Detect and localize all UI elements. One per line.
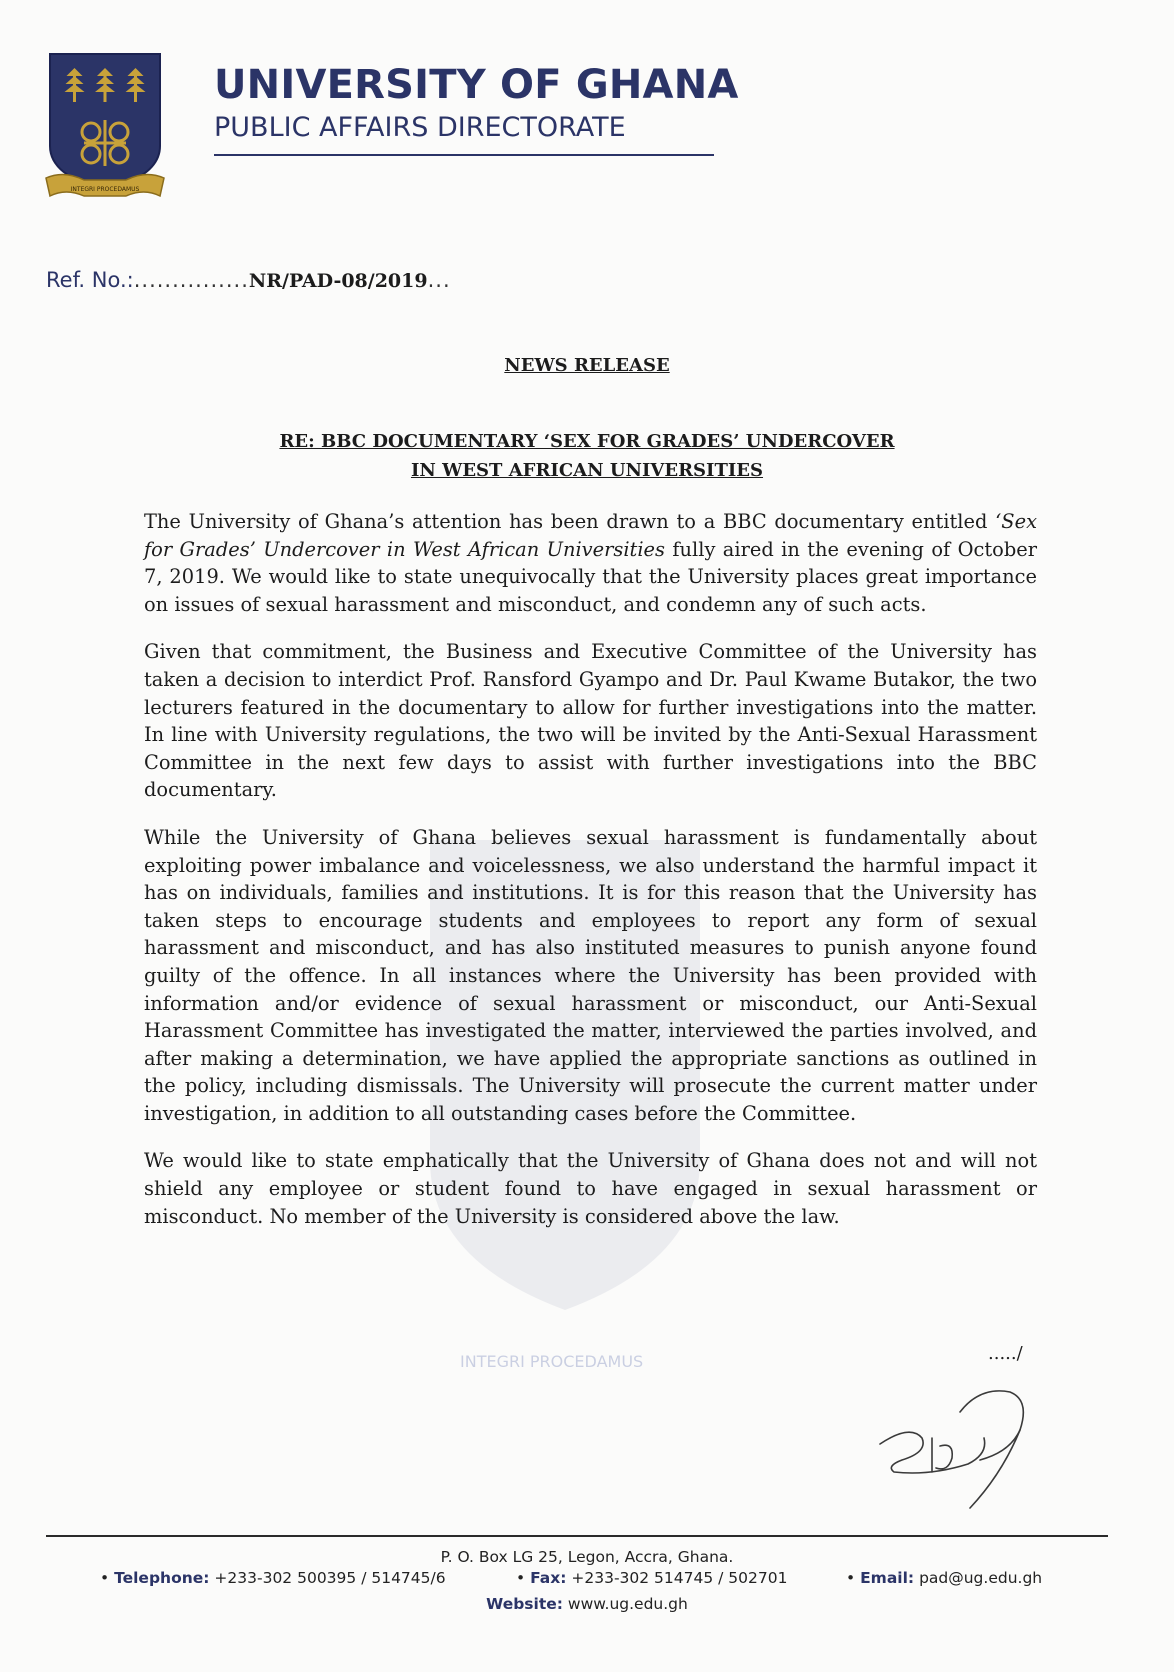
release-body [144, 508, 1037, 1250]
bullet-icon: • [516, 1569, 526, 1587]
email-label: Email: [860, 1569, 915, 1587]
crest-motto: INTEGRI PROCEDAMUS [70, 186, 140, 193]
contact-row [0, 1569, 1174, 1593]
header-divider [214, 154, 714, 156]
email-contact [846, 1569, 1042, 1587]
postal-address: P. O. Box LG 25, Legon, Accra, Ghana. [440, 1548, 734, 1566]
footer-divider [46, 1535, 1108, 1537]
institution-name: UNIVERSITY OF GHANA [214, 62, 739, 108]
website-link[interactable]: www.ug.edu.gh [567, 1595, 688, 1613]
telephone-value: +233-302 500395 / 514745/6 [214, 1569, 446, 1587]
paragraph-3: While the University of Ghana believes sexual harassment is fundamentally about exploiting power imbalance and voicelessness, we also understand the harmful impact it has on individuals, families and institutions. It is for this reason that the University has taken steps to encourage students and employees to report any form of sexual harassment and misconduct, and has also instituted measures to punish anyone found guilty of the offence. In all instances where the University has been provided with information and/or evidence of sexual harassment or misconduct, our Anti-Sexual Harassment Committee has investigated the matter, interviewed the parties involved, and after making a determination, we have applied the appropriate sanctions as outlined in the policy, including dismissals. The University will prosecute the current matter under investigation, in addition to all outstanding cases before the Committee. [144, 825, 1037, 1125]
ref-leader: ............... [133, 268, 249, 292]
continuation-mark: ...../ [988, 1343, 1023, 1364]
telephone-label: Telephone: [114, 1569, 210, 1587]
paragraph-1: The University of Ghana’s attention has been drawn to a BBC documentary entitled ‘Sex for Grades’ Undercover in West African Universities fully aired in the evening of October 7, 2019. We would like to state unequivocally that the University places great importance on issues of sexual harassment and misconduct, and condemn any of such acts. [144, 510, 1037, 616]
fax-label: Fax: [530, 1569, 567, 1587]
release-subject-heading [0, 427, 1174, 485]
reference-number [46, 268, 451, 292]
documentary-title: ‘Sex for Grades’ Undercover in West African Universities [144, 510, 1037, 561]
bullet-icon: • [100, 1569, 110, 1587]
letterhead-footer [0, 1548, 1174, 1613]
paragraph-4: We would like to state emphatically that the University of Ghana does not and will not shield any employee or student found to have engaged in sexual harassment or misconduct. No member of the University is considered above the law. [144, 1149, 1037, 1228]
website-line [0, 1595, 1174, 1613]
bullet-icon: • [846, 1569, 856, 1587]
ref-trailer: ... [427, 268, 451, 292]
handwritten-signature [870, 1368, 1040, 1518]
ref-label: Ref. No.: [46, 268, 134, 292]
subject-line-2: IN WEST AFRICAN UNIVERSITIES [410, 460, 764, 481]
ref-number: NR/PAD-08/2019 [248, 270, 428, 292]
email-link[interactable]: pad@ug.edu.gh [919, 1569, 1043, 1587]
subject-line-1: RE: BBC DOCUMENTARY ‘SEX FOR GRADES’ UNDERCOVER [279, 431, 895, 452]
watermark-motto: INTEGRI PROCEDAMUS [460, 1352, 644, 1371]
fax-contact [516, 1569, 787, 1587]
document-type-heading: NEWS RELEASE [504, 355, 670, 376]
department-name: PUBLIC AFFAIRS DIRECTORATE [214, 112, 626, 143]
fax-value: +233-302 514745 / 502701 [571, 1569, 788, 1587]
website-label: Website: [486, 1595, 563, 1613]
telephone-contact [100, 1569, 446, 1587]
paragraph-2: Given that commitment, the Business and Executive Committee of the University has taken a decision to interdict Prof. Ransford Gyampo and Dr. Paul Kwame Butakor, the two lecturers featured in the documentary to allow for further investigations into the matter. In line with University regulations, the two will be invited by the Anti-Sexual Harassment Committee in the next few days to assist with further investigations into the BBC documentary. [144, 640, 1037, 802]
university-crest-logo [44, 50, 166, 205]
